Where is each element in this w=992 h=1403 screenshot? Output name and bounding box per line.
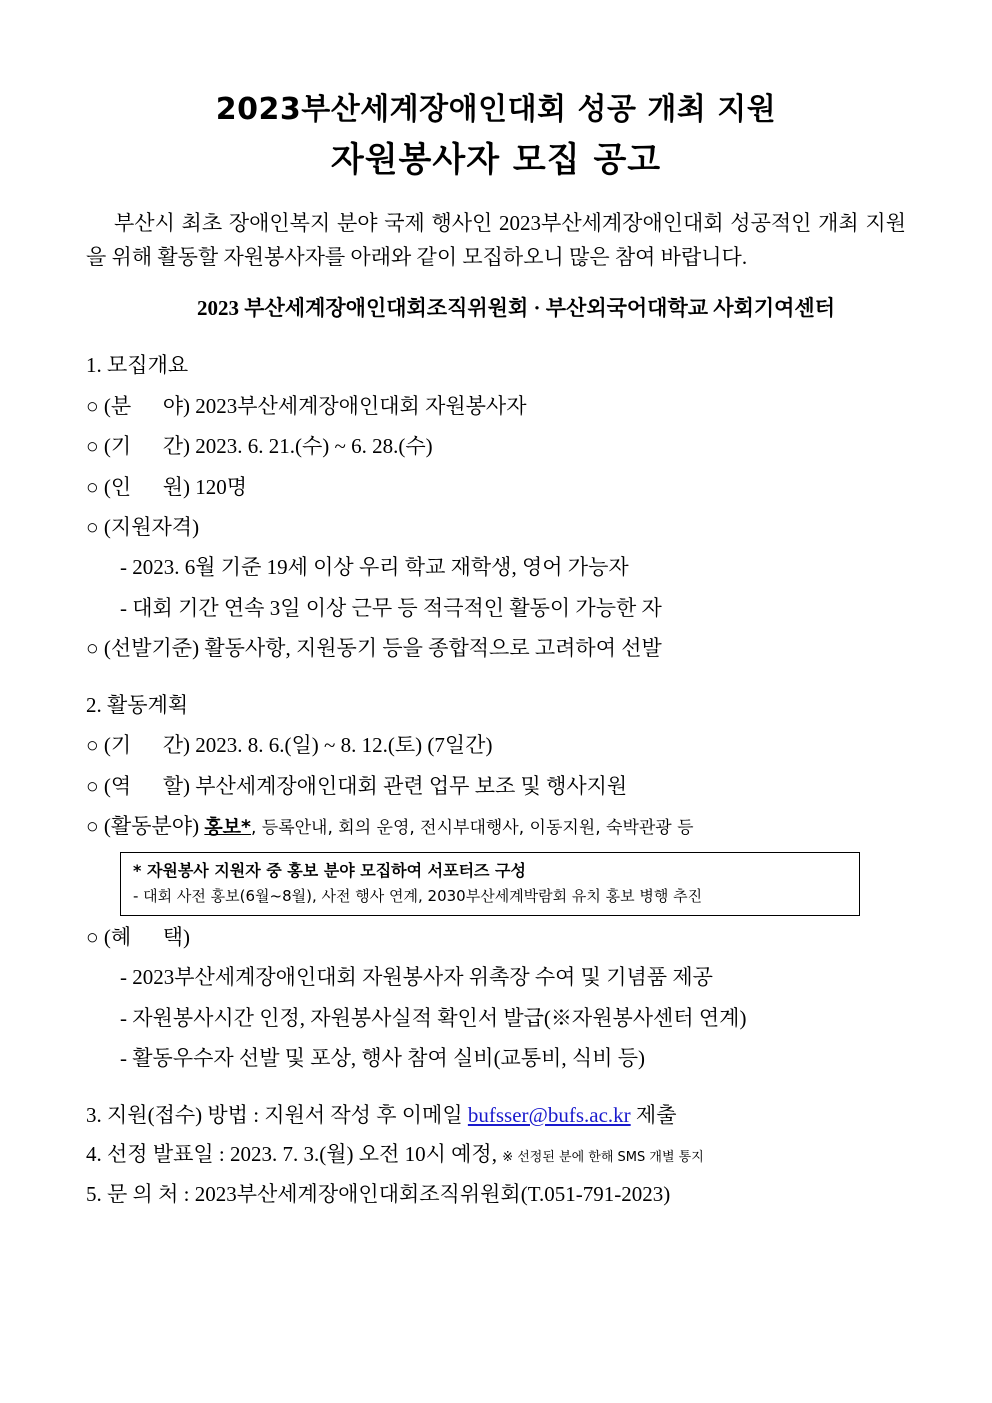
- activity-field-rest: , 등록안내, 회의 운영, 전시부대행사, 이동지원, 숙박관광 등: [250, 818, 694, 838]
- section1-qualification-2: - 대회 기간 연속 3일 이상 근무 등 적극적인 활동이 가능한 자: [120, 595, 662, 620]
- section4-announcement: [86, 1139, 906, 1171]
- application-method-prefix: 3. 지원(접수) 방법 : 지원서 작성 후 이메일: [86, 1102, 468, 1127]
- section1-heading: 1. 모집개요: [86, 353, 189, 378]
- section1-item-field: ○ (분 야) 2023부산세계장애인대회 자원봉사자: [86, 393, 527, 418]
- activity-field-highlight: 홍보*: [204, 816, 251, 838]
- section2-benefit-1: - 2023부산세계장애인대회 자원봉사자 위촉장 수여 및 기념품 제공: [120, 965, 713, 990]
- section2-benefit-3: - 활동우수자 선발 및 포상, 행사 참여 실비(교통비, 식비 등): [120, 1046, 646, 1071]
- page-title-line1: 2023부산세계장애인대회 성공 개최 지원: [215, 92, 777, 127]
- section2-role: ○ (역 할) 부산세계장애인대회 관련 업무 보조 및 행사지원: [86, 773, 628, 798]
- activity-field-prefix: ○ (활동분야): [86, 814, 200, 838]
- footer-spacer: [86, 1084, 906, 1100]
- section1-item-headcount: ○ (인 원) 120명: [86, 474, 248, 499]
- organizer-line: 2023 부산세계장애인대회조직위원회 · 부산외국어대학교 사회기여센터: [196, 296, 835, 321]
- section2-period: ○ (기 간) 2023. 8. 6.(일) ~ 8. 12.(토) (7일간): [86, 733, 493, 758]
- section3-application-method: [86, 1100, 906, 1132]
- section2-benefit-label: ○ (혜 택): [86, 925, 190, 950]
- section2-benefit-2: - 자원봉사시간 인정, 자원봉사실적 확인서 발급(※자원봉사센터 연계): [120, 1005, 747, 1030]
- section1-selection-criteria: ○ (선발기준) 활동사항, 지원동기 등을 종합적으로 고려하여 선발: [86, 636, 662, 661]
- page-title-line2: 자원봉사자 모집 공고: [330, 140, 662, 180]
- intro-paragraph: 부산시 최초 장애인복지 분야 국제 행사인 2023부산세계장애인대회 성공적인 개최 지원을 위해 활동할 자원봉사자를 아래와 같이 모집하오니 많은 참여 바랍니다.: [86, 211, 906, 269]
- section-spacer: [86, 674, 906, 690]
- supporters-note-detail: - 대회 사전 홍보(6월~8월), 사전 행사 연계, 2030부산세계박람회 유치 홍보 병행 추진: [133, 886, 703, 905]
- application-email-link[interactable]: bufsser@bufs.ac.kr: [467, 1102, 631, 1127]
- announcement-text: 4. 선정 발표일 : 2023. 7. 3.(월) 오전 10시 예정,: [86, 1142, 503, 1167]
- section1-item-period: ○ (기 간) 2023. 6. 21.(수) ~ 6. 28.(수): [86, 434, 433, 459]
- supporters-note-box: [120, 852, 860, 917]
- supporters-note-title: * 자원봉사 지원자 중 홍보 분야 모집하여 서포터즈 구성: [133, 860, 526, 880]
- section1-item-qualification-label: ○ (지원자격): [86, 514, 200, 539]
- section2-heading: 2. 활동계획: [86, 692, 189, 717]
- application-method-suffix: 제출: [630, 1102, 677, 1127]
- announcement-note: ※ 선정된 분에 한해 SMS 개별 통지: [502, 1150, 704, 1166]
- section5-contact: 5. 문 의 처 : 2023부산세계장애인대회조직위원회(T.051-791-2023): [86, 1181, 671, 1206]
- section2-activity-fields: [86, 811, 906, 842]
- section1-qualification-1: - 2023. 6월 기준 19세 이상 우리 학교 재학생, 영어 가능자: [120, 555, 629, 580]
